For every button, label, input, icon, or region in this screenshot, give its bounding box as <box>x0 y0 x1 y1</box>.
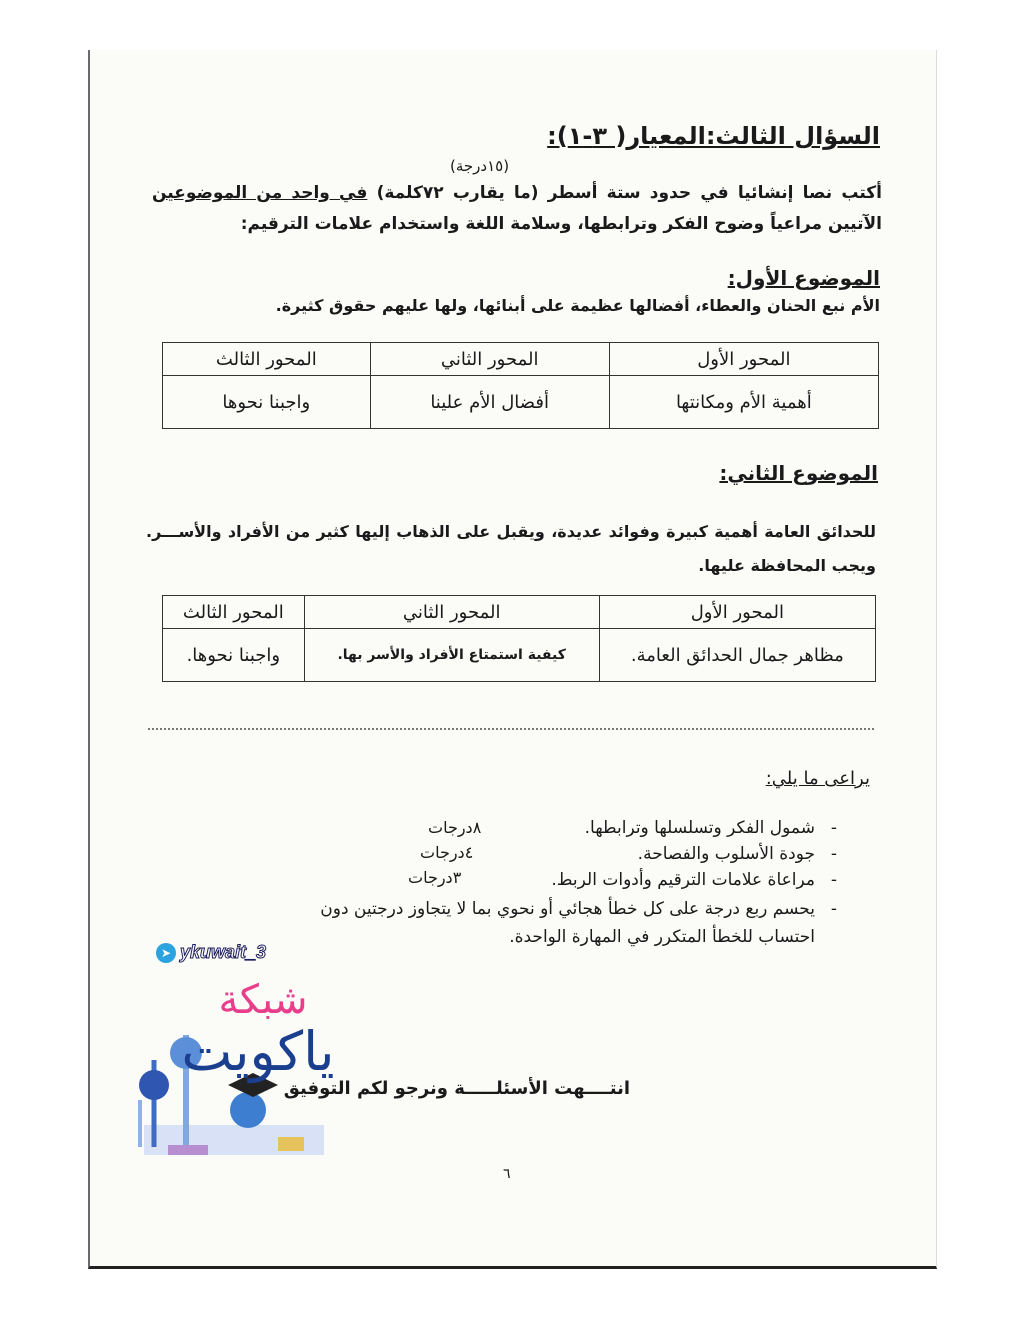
axis-header: المحور الأول <box>599 596 875 629</box>
instructions-underlined: في واحد من الموضوعين <box>152 183 368 203</box>
question-marks: (١٥درجة) <box>450 157 510 175</box>
telegram-handle: ykuwait_3 <box>180 942 267 962</box>
axis-header: المحور الثاني <box>370 343 609 376</box>
topic1-text: الأم نبع الحنان والعطاء، أفضالها عظيمة على أبنائها، ولها عليهم حقوق كثيرة. <box>275 296 880 315</box>
axis-header: المحور الثالث <box>163 343 371 376</box>
criterion-item: - يحسم ربع درجة على كل خطأ هجائي أو نحوي بما لا يتجاوز درجتين دون احتساب للخطأ المتكرر في المهارة الواحدة. <box>320 899 837 947</box>
svg-text:ياكويت: ياكويت <box>181 1020 335 1083</box>
topic2-text: للحدائق العامة أهمية كبيرة وفوائد عديدة، ويقبل على الذهاب إليها كثير من الأفراد والأســـر. ويجب المحافظة عليها. <box>146 522 876 575</box>
dotted-divider <box>148 728 874 730</box>
axis-header: المحور الثاني <box>304 596 599 629</box>
criterion-score: ٨درجات <box>428 818 482 837</box>
page-number: ٦ <box>503 1166 511 1182</box>
criterion-item: - مراعاة علامات الترقيم وأدوات الربط. <box>551 870 837 890</box>
ykuwait-logo <box>128 975 343 1170</box>
topic1-axes-table <box>162 342 879 429</box>
axis-value: واجبنا نحوها <box>163 376 371 429</box>
criterion-item: - شمول الفكر وتسلسلها وترابطها. <box>584 818 837 838</box>
axis-header: المحور الأول <box>609 343 878 376</box>
criterion-item: - جودة الأسلوب والفصاحة. <box>637 844 837 864</box>
closing-text: انتــــهت الأسئلـــــة ونرجو لكم التوفيق <box>283 1078 630 1099</box>
note-heading: يراعى ما يلي: <box>765 768 870 789</box>
axis-header: المحور الثالث <box>163 596 305 629</box>
axis-value: مظاهر جمال الحدائق العامة. <box>599 629 875 682</box>
telegram-icon: ➤ <box>156 943 176 963</box>
axis-value: واجبنا نحوها. <box>163 629 305 682</box>
instructions: أكتب نصا إنشائيا في حدود ستة أسطر (ما يقارب ٧٢كلمة) في واحد من الموضوعين الآتيين مراعياً وضوح الفكر وترابطها، وسلامة اللغة واستخدام علامات الترقيم: <box>152 183 883 234</box>
axis-value: أهمية الأم ومكانتها <box>609 376 878 429</box>
axis-value: أفضال الأم علينا <box>370 376 609 429</box>
axis-value: كيفية استمتاع الأفراد والأسر بها. <box>304 629 599 682</box>
topic2-heading: الموضوع الثاني: <box>719 461 878 485</box>
svg-text:شبكة: شبكة <box>218 977 308 1023</box>
criterion-score: ٤درجات <box>420 843 474 862</box>
criterion-score: ٣درجات <box>408 868 462 887</box>
question-title: السؤال الثالث:المعيار( ٣-١): <box>547 122 880 150</box>
topic1-heading: الموضوع الأول: <box>727 266 880 290</box>
telegram-watermark <box>156 942 266 963</box>
topic2-axes-table <box>162 595 876 682</box>
